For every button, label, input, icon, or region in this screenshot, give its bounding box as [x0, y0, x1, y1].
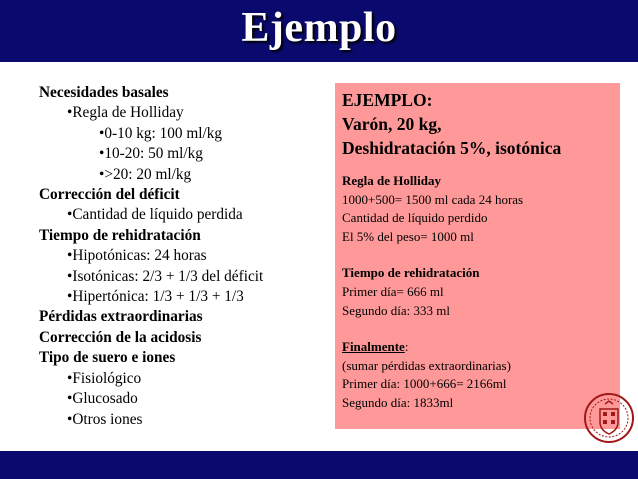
- final-label: Finalmente: [342, 339, 405, 355]
- example-line: Segundo día: 333 ml: [342, 302, 450, 318]
- example-box: [335, 83, 620, 429]
- example-body: [342, 172, 612, 413]
- example-line: 1000+500= 1500 ml cada 24 horas: [342, 191, 524, 207]
- tiempo-label: Tiempo de rehidratación: [342, 265, 480, 281]
- holliday-label: Regla de Holliday: [342, 173, 441, 188]
- example-line: Cantidad de líquido perdido: [342, 210, 488, 226]
- list-item: •0-10 kg: 100 ml/kg: [99, 124, 223, 142]
- example-heading-line: EJEMPLO:: [342, 90, 433, 110]
- example-line: (sumar pérdidas extraordinarias): [342, 357, 511, 373]
- list-item: •Hipertónica: 1/3 + 1/3 + 1/3: [67, 288, 244, 306]
- final-colon: :: [404, 339, 409, 355]
- criteria-list: [39, 83, 339, 430]
- example-line: Primer día= 666 ml: [342, 283, 444, 299]
- list-item: •10-20: 50 ml/kg: [99, 145, 203, 163]
- example-heading-line: Deshidratación 5%, isotónica: [342, 138, 562, 158]
- slide-title: Ejemplo: [241, 5, 397, 51]
- list-item: •Hipotónicas: 24 horas: [67, 247, 207, 265]
- list-item: •Cantidad de líquido perdida: [67, 206, 243, 224]
- list-item: •Regla de Holliday: [67, 104, 184, 122]
- footer-bar: [0, 451, 638, 479]
- list-item: •Glucosado: [67, 390, 138, 408]
- list-item: Corrección del déficit: [39, 186, 180, 204]
- list-item: •Isotónicas: 2/3 + 1/3 del déficit: [67, 267, 264, 285]
- list-item: •Fisiológico: [67, 369, 142, 387]
- example-heading-line: Varón, 20 kg,: [342, 114, 442, 134]
- list-item: Tiempo de rehidratación: [39, 226, 201, 244]
- university-seal-icon: [583, 392, 635, 444]
- example-line: El 5% del peso= 1000 ml: [342, 228, 474, 244]
- list-item: •>20: 20 ml/kg: [99, 165, 192, 183]
- list-item: Corrección de la acidosis: [39, 328, 202, 346]
- title-bar: [0, 0, 638, 62]
- list-item: Necesidades basales: [39, 84, 169, 101]
- example-line: Segundo día: 1833ml: [342, 394, 454, 410]
- list-item: •Otros iones: [67, 410, 143, 428]
- example-heading: [342, 88, 612, 160]
- list-item: Pérdidas extraordinarias: [39, 308, 203, 326]
- list-item: Tipo de suero e iones: [39, 349, 176, 367]
- example-line: Primer día: 1000+666= 2166ml: [342, 376, 507, 392]
